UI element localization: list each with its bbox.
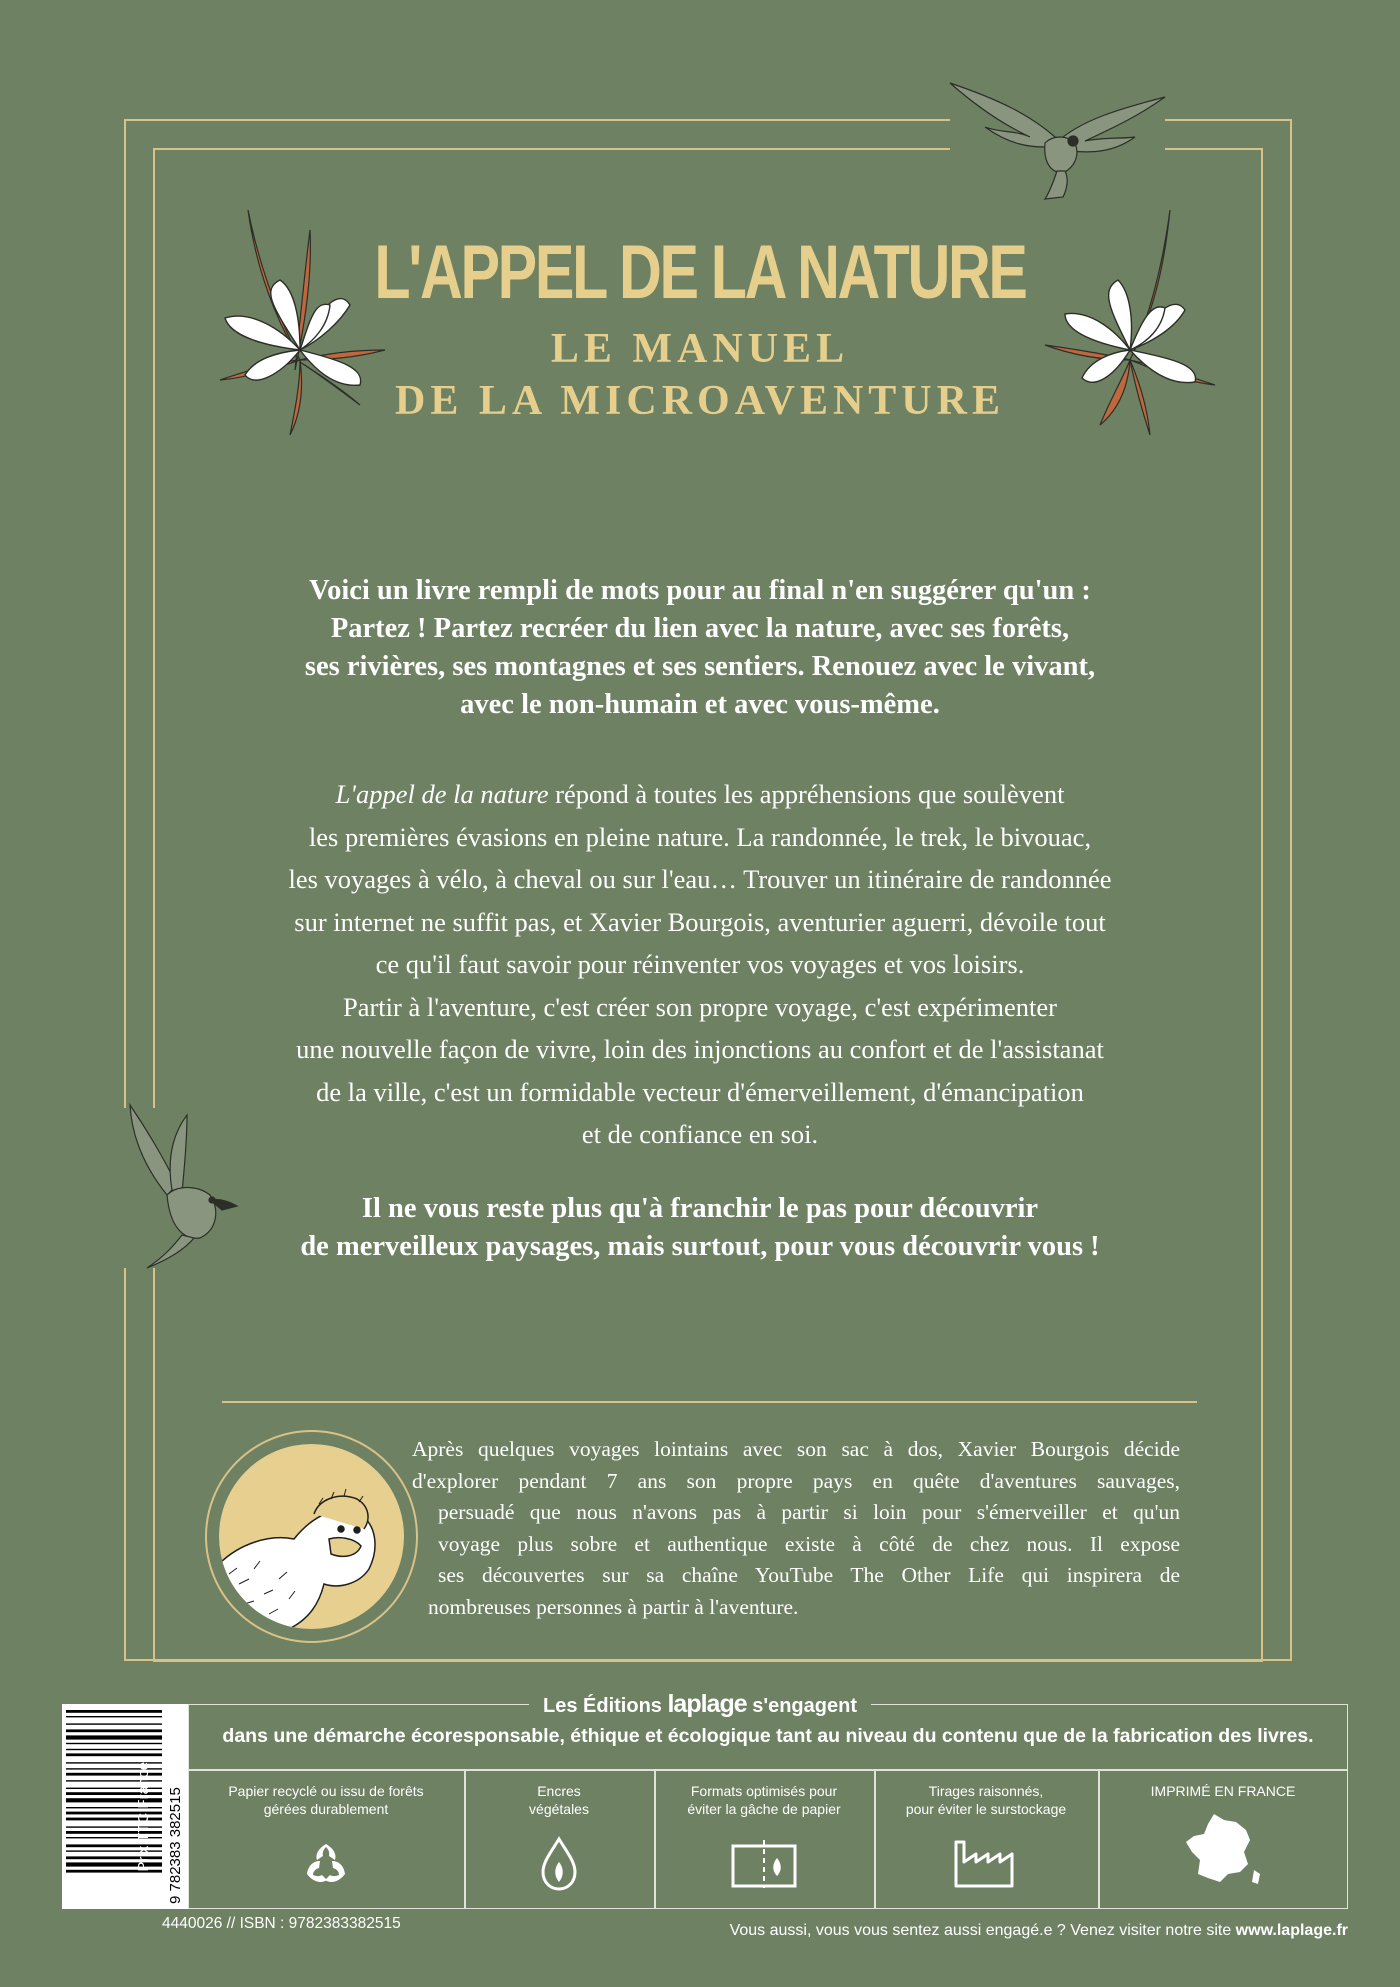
body-first-line <box>200 773 1200 816</box>
recycle-leaf-icon <box>303 1842 349 1888</box>
engagement-cell-france <box>1098 1782 1348 1800</box>
footer-invitation <box>730 1922 1348 1940</box>
intro-paragraph <box>200 572 1200 724</box>
body-line: les voyages à vélo, à cheval ou sur l'eau… Trouver un itinéraire de randonnée <box>288 864 1112 894</box>
eagle-illustration <box>945 75 1170 200</box>
bio-line: d'explorer pendant 7 ans son propre pays en quête d'aventures sauvages, <box>412 1468 1180 1493</box>
france-map-icon <box>1184 1812 1264 1888</box>
section-divider <box>222 1401 1197 1403</box>
intro-line: ses rivières, ses montagnes et ses sentiers. Renouez avec le vivant, <box>304 651 1096 682</box>
publisher-logo: laplage <box>667 1690 747 1718</box>
cell-text: pour éviter le surstockage <box>905 1801 1067 1817</box>
barcode <box>62 1704 188 1909</box>
bio-line: voyage plus sobre et authentique existe à côté de chez nous. Il expose <box>438 1531 1180 1556</box>
closing-line: Il ne vous reste plus qu'à franchir le pas pour découvrir <box>361 1193 1039 1224</box>
body-line: les premières évasions en pleine nature. La randonnée, le trek, le bivouac, <box>308 821 1092 852</box>
cell-text: IMPRIMÉ EN FRANCE <box>1150 1783 1296 1799</box>
body-line: Partir à l'aventure, c'est créer son propre voyage, c'est expérimenter <box>342 991 1058 1022</box>
bio-line: persuadé que nous n'avons pas à partir si loin pour s'émerveiller et qu'un <box>438 1500 1180 1524</box>
author-portrait <box>219 1444 404 1629</box>
cell-text: Formats optimisés pour <box>690 1783 838 1799</box>
cell-text: végétales <box>529 1801 589 1817</box>
intro-line: Voici un livre rempli de mots pour au final n'en suggérer qu'un : <box>309 575 1091 606</box>
cell-text: Encres <box>537 1783 581 1799</box>
engagement-cell-ink <box>464 1782 654 1818</box>
bio-line: nombreuses personnes à partir à l'aventure. <box>428 1594 799 1619</box>
paper-format-icon <box>730 1838 798 1890</box>
intro-line: Partez ! Partez recréer du lien avec la nature, avec ses forêts, <box>330 613 1070 644</box>
engagement-cell-prints <box>874 1782 1098 1818</box>
body-first-line-rest: répond à toutes les appréhensions que soulèvent <box>548 779 1065 809</box>
author-medallion <box>205 1430 418 1643</box>
closing-paragraph <box>200 1190 1200 1266</box>
ink-drop-leaf-icon <box>537 1836 581 1892</box>
cell-text: Papier recyclé ou issu de forêts <box>228 1783 424 1799</box>
bio-line: Après quelques voyages lointains avec son sac à dos, Xavier Bourgois décide <box>412 1437 1180 1461</box>
closing-line: de merveilleux paysages, mais surtout, pour vous découvrir vous ! <box>300 1231 1100 1262</box>
bio-line: ses découvertes sur sa chaîne YouTube The Other Life qui inspirera de <box>438 1563 1180 1587</box>
intro-line: avec le non-humain et avec vous-même. <box>460 689 940 720</box>
barcode-digits: 9 782383 382515 <box>167 1787 184 1904</box>
body-line: de la ville, c'est un formidable vecteur d'émerveillement, d'émancipation <box>316 1076 1084 1107</box>
engagement-description: dans une démarche écoresponsable, éthique et écologique tant au niveau du contenu que de la fabrication des livres. <box>222 1725 1314 1747</box>
author-bio <box>410 1434 1180 1623</box>
cell-text: gérées durablement <box>263 1801 389 1817</box>
engagement-cell-formats <box>654 1782 874 1818</box>
book-title: L'APPEL DE LA NATURE <box>374 230 1026 315</box>
factory-icon <box>952 1836 1018 1890</box>
publisher-website-link[interactable]: www.laplage.fr <box>1235 1922 1348 1939</box>
isbn-label: 4440026 // ISBN : 9782383382515 <box>162 1915 401 1932</box>
barcode-graphic <box>62 1704 188 1909</box>
cell-text: éviter la gâche de papier <box>687 1801 841 1817</box>
body-paragraph <box>200 773 1200 1156</box>
cell-text: Tirages raisonnés, <box>928 1783 1044 1799</box>
body-line: sur internet ne suffit pas, et Xavier Bourgois, aventurier aguerri, dévoile tout <box>294 906 1106 937</box>
engagement-title <box>0 1690 1400 1720</box>
body-line: une nouvelle façon de vivre, loin des injonctions au confort et de l'assistanat <box>296 1034 1104 1064</box>
chimpanzee-portrait-illustration <box>219 1444 404 1629</box>
book-title-italic: L'appel de la nature <box>335 779 549 809</box>
price-label: 30 € Prix TTC France <box>135 1761 152 1905</box>
book-subtitle-line1: LE MANUEL <box>550 326 850 372</box>
footer-text: Vous aussi, vous vous sentez aussi engagé.e ? Venez visiter notre site <box>729 1922 1236 1939</box>
engagement-cell-paper <box>188 1782 464 1818</box>
engagement-suffix: s'engagent <box>752 1695 857 1717</box>
book-subtitle-line2: DE LA MICROAVENTURE <box>395 378 1005 424</box>
engagement-prefix: Les Éditions <box>543 1695 662 1717</box>
body-line: ce qu'il faut savoir pour réinventer vos voyages et vos loisirs. <box>375 949 1025 979</box>
body-line: et de confiance en soi. <box>581 1119 819 1149</box>
engagement-divider <box>188 1769 1348 1771</box>
